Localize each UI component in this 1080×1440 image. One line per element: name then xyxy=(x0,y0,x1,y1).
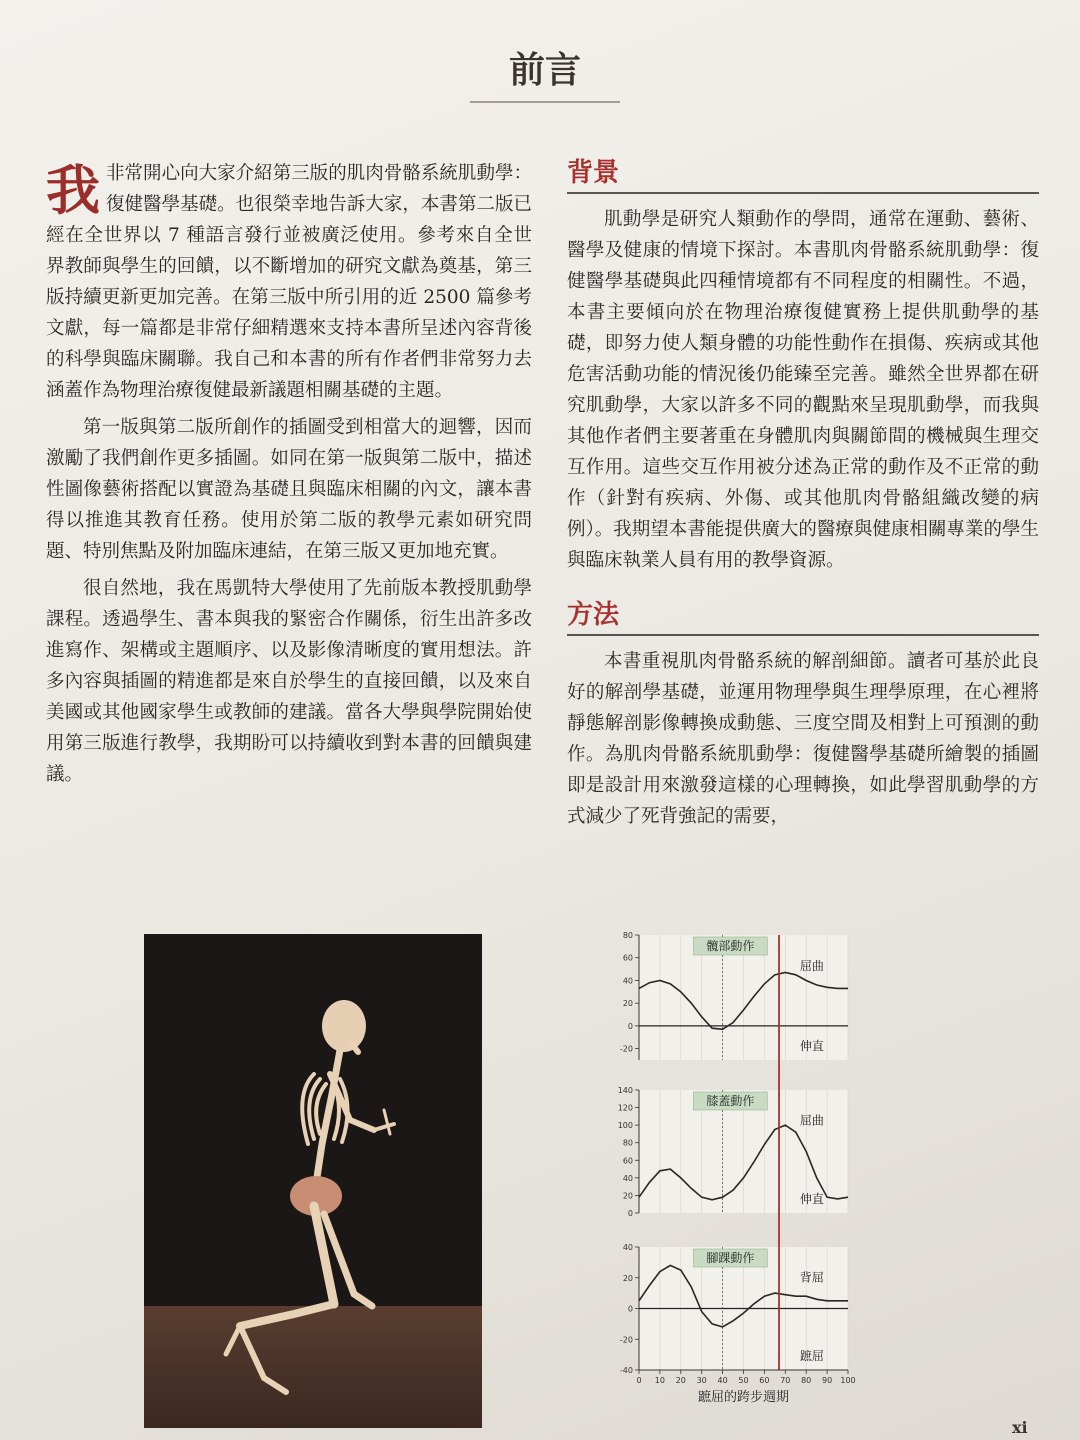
intro-paragraph-3: 很自然地，我在馬凱特大學使用了先前版本教授肌動學課程。透過學生、書本與我的緊密合作關係，衍生出許多改進寫作、架構或主題順序、以及影像清晰度的實用想法。許多內容與插圖的精進都是來自於學生的直接回饋，以及來自美國或其他國家學生或教師的建議。當各大學與學院開始使用第三版進行教學，我期盼可以持續收到對本書的回饋與建議。 xyxy=(46,578,532,785)
chart-ytick-label: 0 xyxy=(627,1304,633,1314)
chart-annotation: 屈曲 xyxy=(799,959,824,973)
chart-xtick-label: 20 xyxy=(675,1376,686,1385)
chart-xtick-label: 100 xyxy=(840,1376,856,1385)
chart-ytick-label: 80 xyxy=(622,1138,633,1148)
chart-xtick-label: 30 xyxy=(696,1376,707,1385)
chart-ytick-label: 40 xyxy=(622,976,633,986)
chart-ytick-label: 20 xyxy=(622,1191,633,1201)
intro-paragraph-1 xyxy=(46,158,532,406)
chart-ytick-label: 140 xyxy=(617,1086,633,1095)
gait-chart-svg xyxy=(605,925,865,1410)
chart-title: 髖部動作 xyxy=(706,939,755,953)
chart-ytick-label: 60 xyxy=(622,953,633,963)
chart-ytick-label: 0 xyxy=(627,1209,633,1218)
chart-ytick-label: 60 xyxy=(622,1156,633,1166)
right-column xyxy=(567,152,1039,838)
chart-xtick-label: 50 xyxy=(738,1376,749,1385)
page-title: 前言 xyxy=(470,42,620,103)
chart-x-label: 蹠屈的跨步週期 xyxy=(697,1390,790,1405)
chart-ytick-label: 40 xyxy=(622,1243,633,1252)
chart-annotation: 屈曲 xyxy=(799,1113,824,1128)
chart-annotation: 伸直 xyxy=(799,1039,824,1053)
intro-paragraph-2: 第一版與第二版所創作的插圖受到相當大的迴響，因而激勵了我們創作更多插圖。如同在第一版與第二版中，描述性圖像藝術搭配以實證為基礎且與臨床相關的內文，讓本書得以推進其教育任務。使用於第二版的教學元素如研究問題、特別焦點及附加臨床連結，在第三版又更加地充實。 xyxy=(46,417,532,562)
chart-xtick-label: 40 xyxy=(717,1376,728,1385)
chart-xtick-label: 80 xyxy=(801,1376,812,1385)
chart-annotation: 蹠屈 xyxy=(799,1349,824,1364)
left-column xyxy=(46,158,532,796)
gait-cycle-chart xyxy=(605,925,865,1410)
background-paragraph: 肌動學是研究人類動作的學問，通常在運動、藝術、醫學及健康的情境下探討。本書肌肉骨骼系統肌動學：復健醫學基礎與此四種情境都有不同程度的相關性。不過，本書主要傾向於在物理治療復健實務上提供肌動學的基礎，即努力使人類身體的功能性動作在損傷、疾病或其他危害活動功能的情況後仍能臻至完善。雖然全世界都在研究肌動學，大家以許多不同的觀點來呈現肌動學，而我與其他作者們主要著重在身體肌肉與關節間的機械與生理交互作用。這些交互作用被分述為正常的動作及不正常的動作（針對有疾病、外傷、或其他肌肉骨骼組織改變的病例）。我期望本書能提供廣大的醫療與健康相關專業的學生與臨床執業人員有用的教學資源。 xyxy=(567,209,1039,571)
chart-xtick-label: 10 xyxy=(654,1376,665,1385)
intro-paragraph-1-text: 非常開心向大家介紹第三版的肌肉骨骼系統肌動學：復健醫學基礎。也很榮幸地告訴大家，本書第二版已經在全世界以 7 種語言發行並被廣泛使用。參考來自全世界教師與學生的回饋，以不斷增加的研究文獻為奠基，第三版持續更新更加完善。在第三版中所引用的近 2500 篇參考文獻，每一篇都是非常仔細精選來支持本書所呈述內容背後的科學與臨床關聯。我自己和本書的所有作者們非常努力去涵蓋作為物理治療復健最新議題相關基礎的主題。 xyxy=(46,163,532,401)
chart-ytick-label: 40 xyxy=(622,1173,633,1183)
chart-ytick-label: -20 xyxy=(619,1335,633,1345)
chart-ytick-label: -20 xyxy=(619,1044,633,1054)
chart-ytick-label: 100 xyxy=(617,1121,633,1131)
chart-xtick-label: 70 xyxy=(780,1376,791,1385)
skeleton-figure xyxy=(144,934,482,1428)
drop-cap: 我 xyxy=(46,159,100,222)
chart-annotation: 背屈 xyxy=(799,1270,824,1285)
chart-ytick-label: 20 xyxy=(622,999,633,1009)
chart-xtick-label: 90 xyxy=(822,1376,833,1385)
chart-ytick-label: 20 xyxy=(622,1273,633,1283)
chart-ytick-label: 0 xyxy=(627,1021,633,1031)
methods-paragraph: 本書重視肌肉骨骼系統的解剖細節。讀者可基於此良好的解剖學基礎，並運用物理學與生理學原理，在心裡將靜態解剖影像轉換成動態、三度空間及相對上可預測的動作。為肌肉骨骼系統肌動學：復健醫學基礎所繪製的插圖即是設計用來激發這樣的心理轉換，如此學習肌動學的方式減少了死背強記的需要， xyxy=(567,651,1039,827)
section-heading-methods: 方法 xyxy=(567,594,1039,636)
chart-annotation: 伸直 xyxy=(799,1192,824,1207)
section-heading-background: 背景 xyxy=(567,152,1039,194)
page-number: xi xyxy=(1012,1418,1028,1437)
chart-xtick-label: 60 xyxy=(759,1376,770,1385)
skeleton-illustration xyxy=(144,934,482,1428)
chart-ytick-label: -40 xyxy=(619,1366,633,1375)
chart-title: 膝蓋動作 xyxy=(706,1094,755,1108)
chart-ytick-label: 120 xyxy=(617,1103,633,1113)
chart-title: 腳踝動作 xyxy=(706,1251,755,1265)
chart-xtick-label: 0 xyxy=(636,1376,642,1385)
chart-ytick-label: 80 xyxy=(622,931,633,940)
